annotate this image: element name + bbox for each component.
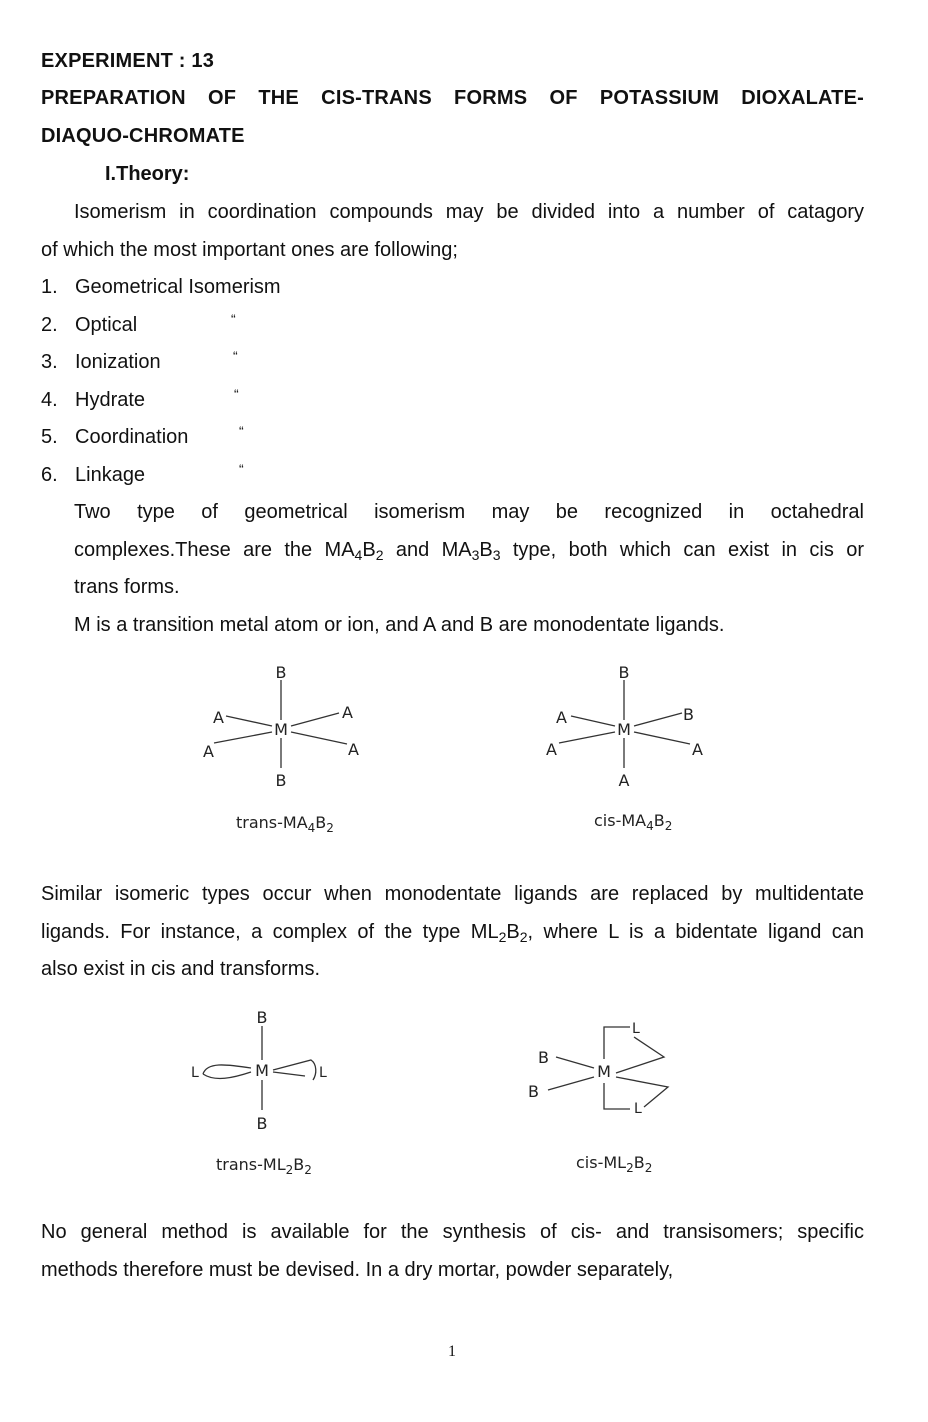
ligand-label: L [319, 1065, 327, 1081]
intro-line2: of which the most important ones are following; [41, 239, 458, 261]
geometry-paragraph-line1: Two type of geometrical isomerism may be recognized in octahedral [74, 501, 864, 523]
trans-ml2b2-structure [185, 1002, 345, 1142]
document-title-line2: DIAQUO-CHROMATE [41, 125, 245, 147]
multidentate-paragraph-line1: Similar isomeric types occur when monodentate ligands are replaced by multidentate [41, 883, 864, 905]
geometry-paragraph-line3: trans forms. [74, 576, 180, 598]
page-number: 1 [448, 1343, 456, 1360]
ditto-mark: “ [239, 423, 244, 439]
ligand-label: L [632, 1021, 640, 1037]
ligand-label: B [256, 1114, 268, 1133]
ligand-label: A [213, 708, 224, 727]
ligand-label: B [275, 663, 287, 682]
cis-ml2b2-caption: cis-$ML_2B_2$ [576, 1153, 653, 1175]
ligand-label: B [275, 771, 287, 790]
ligand-label: A [618, 771, 630, 790]
trans-ma4b2-caption: trans-$MA_4B_2$ [236, 813, 334, 835]
multidentate-paragraph-line2: ligands. For instance, a complex of the type $ML_2B_2$, where L is a bidentate ligand can [41, 921, 864, 945]
ditto-mark: “ [239, 461, 244, 477]
ligand-label: A [546, 740, 557, 759]
trans-ml2b2-caption: trans-$ML_2B_2$ [216, 1155, 312, 1177]
metal-label: M [274, 720, 288, 739]
ligand-label: A [692, 740, 703, 759]
ligand-label: A [348, 740, 359, 759]
ligand-label: L [634, 1101, 642, 1117]
multidentate-paragraph-line3: also exist in cis and transforms. [41, 958, 320, 980]
ligand-label: A [342, 703, 353, 722]
closing-paragraph-line1: No general method is available for the synthesis of cis- and transisomers; specific [41, 1221, 864, 1243]
ligand-label: B [256, 1008, 268, 1027]
ligand-label: B [538, 1048, 549, 1067]
cis-ml2b2-structure [520, 1015, 690, 1125]
metal-label: M [597, 1062, 611, 1081]
cis-ma4b2-caption: cis-$MA_4B_2$ [594, 811, 673, 833]
ligand-label: B [683, 705, 694, 724]
geometry-paragraph-line2: complexes.These are the $MA_4B_2$ and $MA_3B_3$ type, both which can exist in cis or [74, 539, 864, 563]
ditto-mark: “ [233, 348, 238, 364]
closing-paragraph-line2: methods therefore must be devised. In a dry mortar, powder separately, [41, 1259, 674, 1281]
ditto-mark: “ [231, 311, 236, 327]
section-heading: I.Theory: [105, 163, 190, 185]
list-item: 1. Geometrical Isomerism [41, 276, 281, 298]
intro-line1: Isomerism in coordination compounds may be divided into a number of catagory [74, 201, 864, 223]
list-item: 3. Ionization [41, 351, 161, 373]
cis-ma4b2-structure [535, 660, 725, 800]
experiment-number: EXPERIMENT : 13 [41, 50, 215, 72]
document-title-line1: PREPARATION OF THE CIS-TRANS FORMS OF POTASSIUM DIOXALATE- [41, 87, 864, 109]
metal-label: M [255, 1061, 269, 1080]
ligand-label: L [191, 1065, 199, 1081]
ligand-label: A [556, 708, 567, 727]
list-item: 4. Hydrate [41, 389, 146, 411]
list-item: 5. Coordination [41, 426, 189, 448]
trans-ma4b2-structure [190, 660, 380, 800]
ligand-label: B [618, 663, 630, 682]
ligand-label: B [528, 1082, 539, 1101]
ditto-mark: “ [234, 386, 239, 402]
ligand-label: A [203, 742, 214, 761]
list-item: 6. Linkage [41, 464, 146, 486]
ligand-definition: M is a transition metal atom or ion, and A and B are monodentate ligands. [74, 614, 725, 636]
list-item: 2. Optical [41, 314, 138, 336]
metal-label: M [617, 720, 631, 739]
